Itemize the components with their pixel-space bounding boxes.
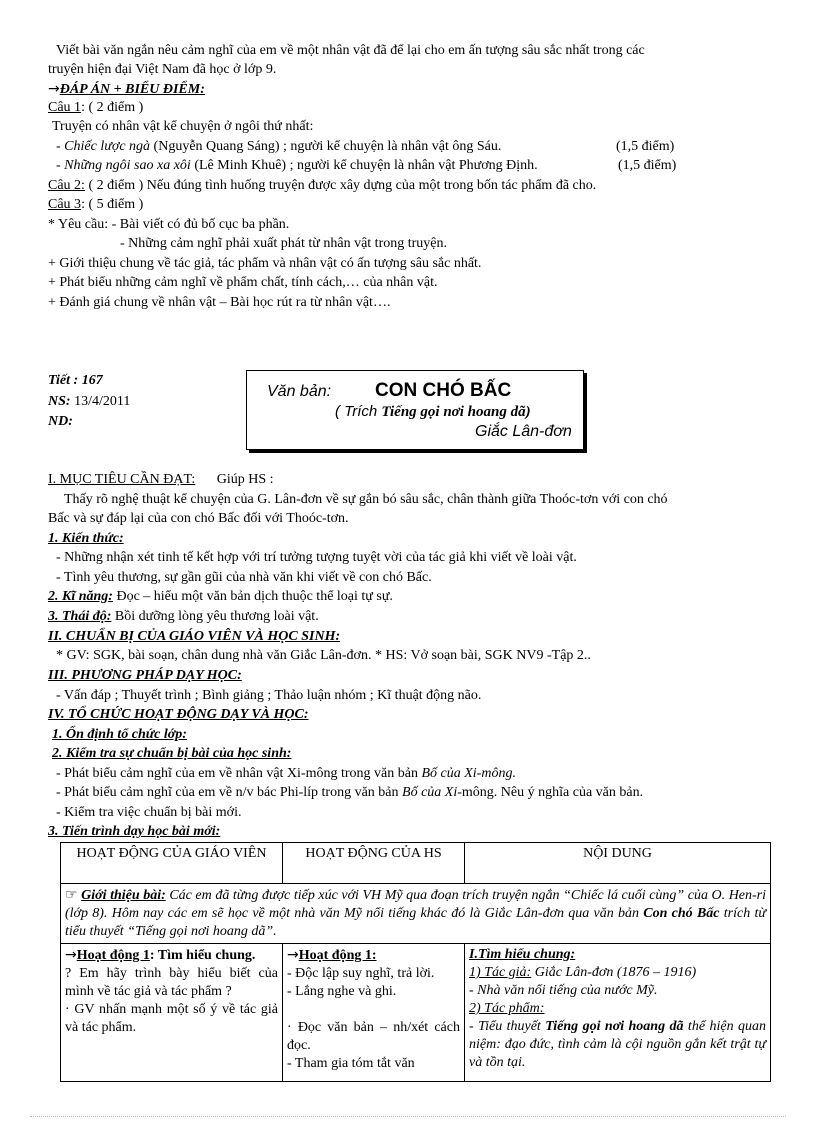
q1-text: Truyện có nhân vật kể chuyện ở ngôi thứ nhất: (52, 119, 314, 134)
step-2-item-2-tail: -mông. Nêu ý nghĩa của văn bản. (457, 785, 644, 800)
knowledge-item-1: - Những nhận xét tinh tế kết hợp với trí tưởng tượng tuyệt vời của tác giả khi viết về loài vật. (56, 550, 577, 565)
tiet-line (48, 372, 103, 390)
q2-label: Câu 2: (48, 178, 85, 193)
requirement-2: - Những cảm nghĩ phải xuất phát từ nhân vật trong truyện. (120, 236, 447, 251)
q1-header (48, 99, 143, 117)
arrow-right-icon: → (48, 81, 60, 97)
section-3-heading: III. PHƯƠNG PHÁP DẠY HỌC: (48, 668, 242, 683)
student-step-4: - Tham gia tóm tắt văn (287, 1056, 415, 1071)
student-step-1: - Độc lập suy nghĩ, trả lời. (287, 966, 435, 981)
answer-heading-text: ĐÁP ÁN + BIỂU ĐIỂM: (59, 82, 205, 97)
q3-label: Câu 3 (48, 197, 82, 212)
teacher-question: ? Em hãy trình bày hiểu biết của mình về tác giả và tác phẩm ? (65, 966, 278, 999)
section-1-heading (48, 471, 274, 489)
arrow-right-icon: → (287, 947, 299, 963)
pointing-hand-icon: ☞ (65, 887, 78, 903)
step-3-heading: 3. Tiến trình dạy học bài mới: (48, 824, 221, 839)
exam-prompt-line-1: Viết bài văn ngắn nêu cảm nghĩ của em về một nhân vật đã để lại cho em ấn tượng sâu sắc nhất trong các (56, 43, 645, 58)
ns-line (48, 393, 130, 411)
teacher-activity-label: Hoạt động 1 (76, 948, 150, 963)
teacher-activity-heading (65, 946, 278, 965)
q1-item-b-title: Những ngôi sao xa xôi (64, 158, 191, 173)
van-ban-label: Văn bản: (267, 383, 332, 400)
q1-item-a-text: (Nguyễn Quang Sáng) ; người kể chuyện là nhân vật ông Sáu. (153, 139, 502, 154)
tiet-value: 167 (81, 373, 103, 388)
step-2-item-1-text: - Phát biểu cảm nghĩ của em về nhân vật Xi-mông trong văn bản (56, 766, 422, 781)
knowledge-item-2: - Tình yêu thương, sự gần gũi của nhà văn khi viết về con chó Bấc. (56, 570, 432, 585)
attitude-label: 3. Thái độ: (48, 609, 112, 624)
q1-item-a-title: Chiếc lược ngà (64, 139, 151, 154)
excerpt-source (335, 403, 531, 421)
content-author-label: 1) Tác giả: (469, 965, 532, 980)
header-teacher-activity: HOẠT ĐỘNG CỦA GIÁO VIÊN (61, 843, 283, 884)
student-step-3: · Đọc văn bản – nh/xét cách đọc. (287, 1020, 460, 1053)
table-intro-row (61, 884, 771, 944)
section-1-help: Giúp HS : (216, 472, 274, 487)
student-activity-heading (287, 946, 460, 965)
q3-points: : ( 5 điểm ) (81, 197, 144, 212)
intro-label: Giới thiệu bài: (81, 888, 166, 903)
content-work-text (469, 1018, 766, 1072)
section-3-text: - Vấn đáp ; Thuyết trình ; Bình giảng ; Thảo luận nhóm ; Kĩ thuật động não. (56, 688, 482, 703)
skills-line (48, 588, 393, 606)
section-1-goal-1: Thấy rõ nghệ thuật kể chuyện của G. Lân-đơn về sự gắn bó sâu sắc, chân thành giữa Thoóc-tơn với con chó (64, 492, 668, 507)
q1-item-b-score: (1,5 điểm) (618, 158, 677, 173)
section-4-heading: IV. TỔ CHỨC HOẠT ĐỘNG DẠY VÀ HỌC: (48, 707, 309, 722)
requirement-4: + Phát biểu những cảm nghĩ về phẩm chất, tính cách,… của nhân vật. (48, 275, 438, 290)
intro-text: Các em đã từng được tiếp xúc với VH Mỹ qua đoạn trích truyện ngắn “Chiếc lá cuối cùng” của O. Hen-ri (lớp 8). Hôm nay các em sẽ học về một nhà văn Mỹ nổi tiếng khác đó là Giắc Lân-đơn qua văn bản (65, 888, 767, 921)
step-2-item-2-work: Bố của Xi (402, 785, 458, 800)
content-work-rest: thể hiện quan niệm: đạo đức, tình cảm là cội nguồn gắn kết trật tự và tồn tại. (469, 1019, 766, 1070)
step-2-item-1-work: Bố của Xi-mông. (421, 766, 516, 781)
excerpt-prefix: ( Trích (335, 403, 382, 420)
content-heading: I.Tìm hiểu chung: (469, 947, 576, 962)
lesson-title: CON CHÓ BẤC (375, 380, 512, 401)
step-2-item-2 (56, 784, 643, 802)
skills-label: 2. Kĩ năng: (48, 589, 113, 604)
header-content: NỘI DUNG (465, 843, 771, 884)
step-2-item-1 (56, 765, 516, 783)
excerpt-work: Tiếng gọi nơi hoang dã) (381, 404, 531, 420)
section-2-heading: II. CHUẨN BỊ CỦA GIÁO VIÊN VÀ HỌC SINH: (48, 629, 341, 644)
student-step-2: - Lắng nghe và ghi. (287, 984, 397, 999)
content-author-line (469, 964, 766, 982)
answer-heading (48, 80, 205, 99)
q1-item-a-score: (1,5 điểm) (616, 139, 675, 154)
intro-cell (61, 884, 771, 944)
table-activity-row (61, 944, 771, 1082)
spacer (287, 1001, 460, 1019)
content-cell (465, 944, 771, 1082)
step-2-heading: 2. Kiểm tra sự chuẩn bị bài của học sinh: (52, 746, 292, 761)
section-1-title: I. MỤC TIÊU CẦN ĐẠT: (48, 472, 196, 487)
page-bottom-rule (30, 1116, 786, 1117)
step-2-item-2-text: - Phát biểu cảm nghĩ của em về n/v bác Phi-líp trong văn bản (56, 785, 403, 800)
lesson-title-box (246, 370, 584, 450)
teacher-activity-cell (61, 944, 283, 1082)
requirement-1: * Yêu cầu: - Bài viết có đủ bố cục ba phần. (48, 217, 290, 232)
attitude-line (48, 608, 319, 626)
content-author-text: Giắc Lân-đơn (1876 – 1916) (531, 965, 697, 980)
q2-line (48, 177, 596, 195)
q1-item-a: - Chiếc lược ngà (Nguyễn Quang Sáng) ; người kể chuyện là nhân vật ông Sáu. (56, 139, 502, 154)
header-student-activity: HOẠT ĐỘNG CỦA HS (283, 843, 465, 884)
lesson-activity-table (60, 842, 771, 1082)
arrow-right-icon: → (65, 947, 77, 963)
q1-label: Câu 1 (48, 100, 82, 115)
content-author-note: - Nhà văn nổi tiếng của nước Mỹ. (469, 983, 658, 998)
knowledge-heading: 1. Kiến thức: (48, 531, 124, 546)
content-work-label: 2) Tác phẩm: (469, 1001, 545, 1016)
student-activity-cell (283, 944, 465, 1082)
content-work-title: Tiếng gọi nơi hoang dã (545, 1019, 684, 1034)
step-1-heading: 1. Ổn định tổ chức lớp: (52, 727, 187, 742)
ns-value: 13/4/2011 (74, 394, 131, 409)
intro-work-title: Con chó Bấc (643, 906, 720, 921)
content-work-prefix: - Tiểu thuyết (469, 1019, 546, 1034)
table-header-row (61, 843, 771, 884)
student-activity-label: Hoạt động 1: (298, 948, 377, 963)
section-2-text: * GV: SGK, bài soạn, chân dung nhà văn Giắc Lân-đơn. * HS: Vở soạn bài, SGK NV9 -Tập 2.. (56, 648, 591, 663)
step-2-item-3: - Kiểm tra việc chuẩn bị bài mới. (56, 805, 242, 820)
exam-prompt-line-2: truyện hiện đại Việt Nam đã học ở lớp 9. (48, 62, 277, 77)
teacher-activity-title: : Tìm hiểu chung. (149, 948, 256, 963)
requirement-5: + Đánh giá chung về nhân vật – Bài học rút ra từ nhân vật…. (48, 295, 391, 310)
teacher-note: · GV nhấn mạnh một số ý về tác giả và tác phẩm. (65, 1002, 278, 1035)
ns-label: NS: (48, 394, 71, 409)
q1-item-b-text: (Lê Minh Khuê) ; người kể chuyện là nhân vật Phương Định. (194, 158, 538, 173)
q2-text: ( 2 điểm ) Nếu đúng tình huống truyện được xây dựng của một trong bốn tác phẩm đã cho. (88, 178, 597, 193)
requirement-3: + Giới thiệu chung về tác giả, tác phẩm và nhân vật có ấn tượng sâu sắc nhất. (48, 256, 482, 271)
tiet-label: Tiết : (48, 373, 79, 388)
nd-label: ND: (48, 414, 73, 429)
q3-header (48, 196, 143, 214)
q1-item-b: - Những ngôi sao xa xôi (Lê Minh Khuê) ; người kể chuyện là nhân vật Phương Định. (56, 158, 538, 173)
intro-text-tail: trích từ tiểu thuyết “Tiếng gọi nơi hoang dã”. (65, 906, 766, 939)
section-1-goal-2: Bấc và sự đáp lại của con chó Bấc đối với Thoóc-tơn. (48, 511, 349, 526)
q1-points: : ( 2 điểm ) (81, 100, 144, 115)
title-author: Giắc Lân-đơn (475, 423, 572, 440)
skills-text: Đọc – hiểu một văn bản dịch thuộc thể loại tự sự. (116, 589, 393, 604)
attitude-text: Bồi dưỡng lòng yêu thương loài vật. (114, 609, 319, 624)
